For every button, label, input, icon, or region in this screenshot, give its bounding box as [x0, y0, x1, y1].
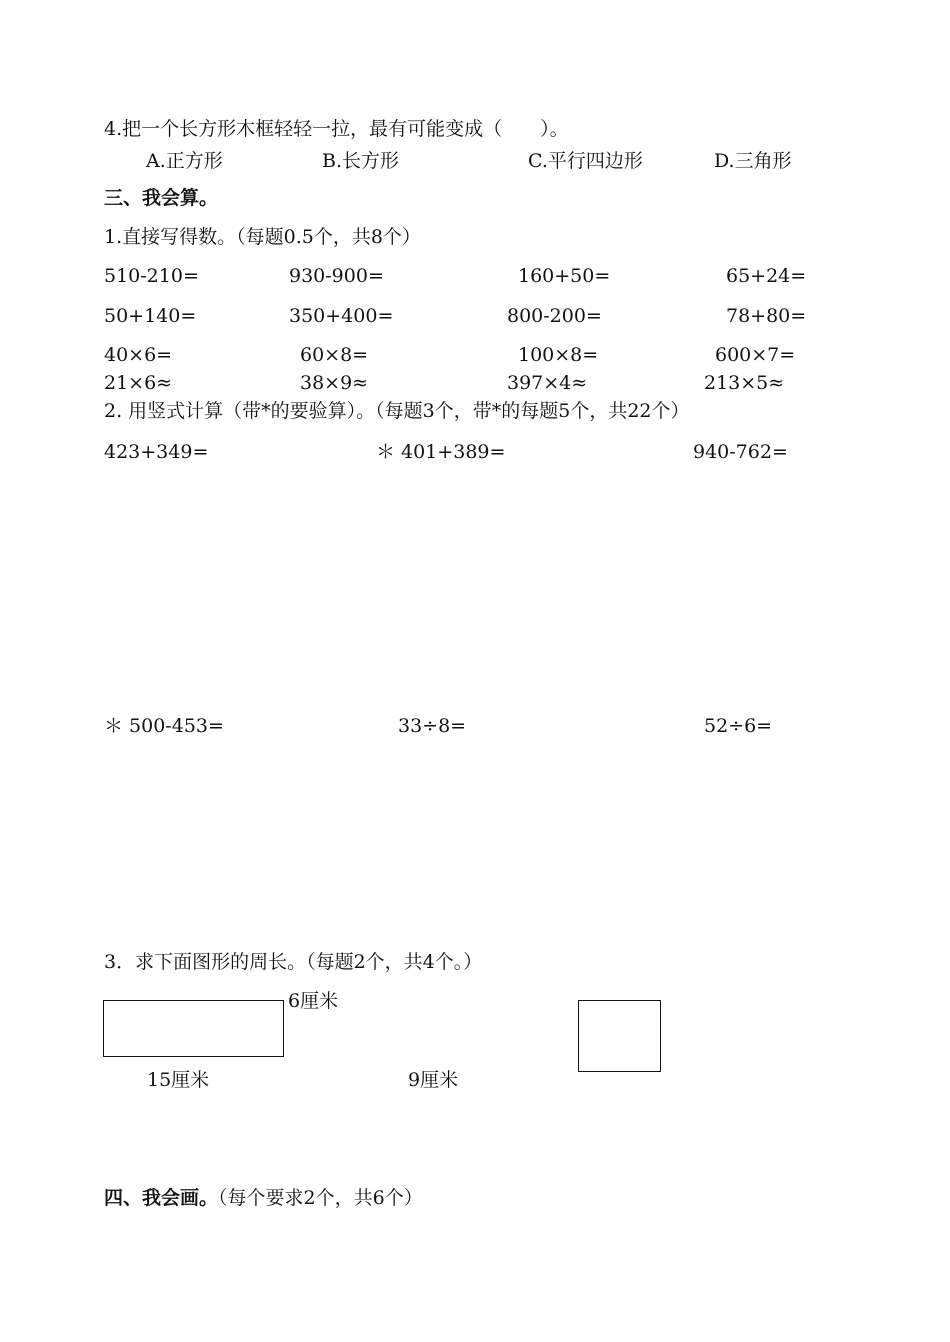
section4-title: 四、我会画。 — [104, 1187, 219, 1209]
q4-text: 4.把一个长方形木框轻轻一拉，最有可能变成（ ）。 — [104, 118, 569, 140]
mental-math-item: 800-200= — [507, 305, 602, 327]
mental-math-item: 60×8= — [300, 344, 369, 366]
mental-math-item: 600×7= — [715, 344, 796, 366]
mental-math-item: 160+50= — [518, 265, 611, 287]
rect-height-label: 6厘米 — [288, 990, 339, 1012]
vertical-calc-item: ＊ 401+389= — [376, 441, 506, 463]
estimate-item: 21×6≈ — [104, 372, 173, 394]
vertical-calc-item: 33÷8= — [398, 715, 467, 737]
p3-title: 3．求下面图形的周长。（每题2个，共4个。） — [104, 951, 483, 973]
section4-heading — [104, 1186, 423, 1210]
mental-math-item: 510-210= — [104, 265, 199, 287]
estimate-item: 213×5≈ — [704, 372, 785, 394]
vertical-calc-item: 423+349= — [104, 441, 209, 463]
vertical-calc-item: 940-762= — [693, 441, 788, 463]
square-side-label: 9厘米 — [408, 1069, 459, 1091]
mental-math-item: 100×8= — [518, 344, 599, 366]
section4-note: （每个要求2个，共6个） — [218, 1187, 423, 1209]
vertical-calc-item: ＊ 500-453= — [104, 715, 224, 737]
estimate-item: 397×4≈ — [507, 372, 588, 394]
square-shape — [578, 1000, 661, 1072]
q4-option-b: B.长方形 — [322, 150, 400, 172]
section3-title: 三、我会算。 — [104, 187, 219, 209]
vertical-calc-item: 52÷6= — [704, 715, 773, 737]
mental-math-item: 50+140= — [104, 305, 197, 327]
mental-math-item: 930-900= — [289, 265, 384, 287]
mental-math-item: 40×6= — [104, 344, 173, 366]
q4-option-d: D.三角形 — [714, 150, 792, 172]
estimate-item: 38×9≈ — [300, 372, 369, 394]
rect-width-label: 15厘米 — [147, 1069, 210, 1091]
p1-title: 1.直接写得数。（每题0.5个，共8个） — [104, 226, 421, 248]
mental-math-item: 65+24= — [726, 265, 807, 287]
p2-title: 2. 用竖式计算（带*的要验算）。（每题3个，带*的每题5个，共22个） — [104, 400, 690, 422]
mental-math-item: 78+80= — [726, 305, 807, 327]
q4-option-a: A.正方形 — [146, 150, 223, 172]
mental-math-item: 350+400= — [289, 305, 394, 327]
rectangle-shape — [103, 1000, 284, 1057]
q4-option-c: C.平行四边形 — [528, 150, 643, 172]
